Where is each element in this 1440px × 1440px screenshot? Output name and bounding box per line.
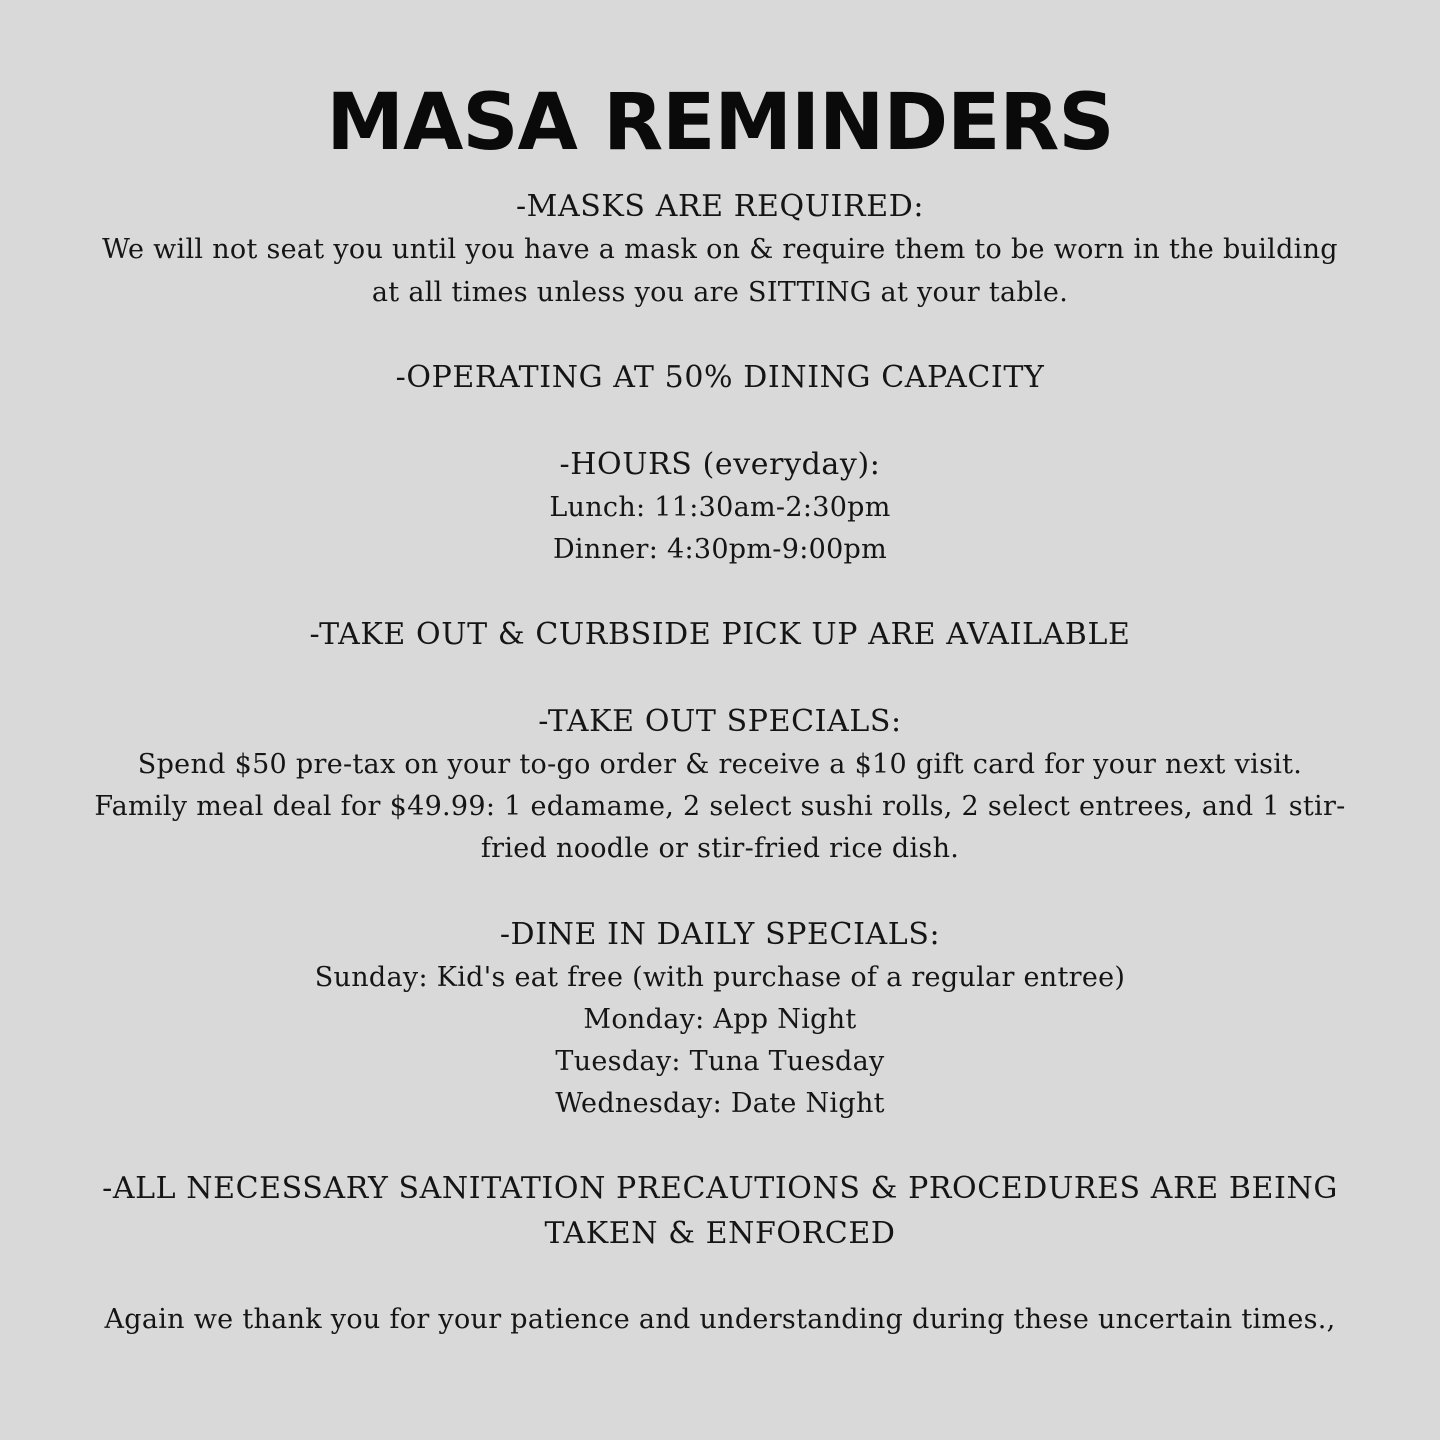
takeout-specials-heading: -TAKE OUT SPECIALS:	[538, 704, 902, 739]
takeout-heading: -TAKE OUT & CURBSIDE PICK UP ARE AVAILABLE	[309, 617, 1131, 652]
takeout-specials-line-1: Spend $50 pre-tax on your to-go order & receive a $10 gift card for your next visit.	[137, 749, 1303, 780]
masks-line-2: at all times unless you are SITTING at your table.	[371, 277, 1069, 308]
sanitation-line-1: -ALL NECESSARY SANITATION PRECAUTIONS & PROCEDURES ARE BEING	[102, 1171, 1338, 1206]
dine-in-heading: -DINE IN DAILY SPECIALS:	[499, 917, 941, 952]
poster-title: MASA REMINDERS	[326, 78, 1114, 168]
masks-heading: -MASKS ARE REQUIRED:	[515, 189, 925, 224]
dine-in-tuesday: Tuesday: Tuna Tuesday	[555, 1046, 885, 1077]
dine-in-monday: Monday: App Night	[583, 1004, 857, 1035]
closing-note: Again we thank you for your patience and understanding during these uncertain times.,	[104, 1304, 1336, 1335]
takeout-specials-line-2: Family meal deal for $49.99: 1 edamame, 2 select sushi rolls, 2 select entrees, and 1 stir-	[94, 791, 1346, 822]
masks-line-1: We will not seat you until you have a mask on & require them to be worn in the building	[102, 234, 1338, 265]
capacity-heading: -OPERATING AT 50% DINING CAPACITY	[395, 360, 1045, 395]
takeout-specials-line-3: fried noodle or stir-fried rice dish.	[480, 833, 960, 864]
hours-heading: -HOURS (everyday):	[559, 447, 881, 482]
sanitation-line-2: TAKEN & ENFORCED	[544, 1216, 896, 1251]
dine-in-sunday: Sunday: Kid's eat free (with purchase of a regular entree)	[314, 962, 1126, 993]
dine-in-wednesday: Wednesday: Date Night	[555, 1088, 885, 1119]
hours-lunch: Lunch: 11:30am-2:30pm	[549, 492, 891, 523]
hours-dinner: Dinner: 4:30pm-9:00pm	[552, 534, 888, 565]
